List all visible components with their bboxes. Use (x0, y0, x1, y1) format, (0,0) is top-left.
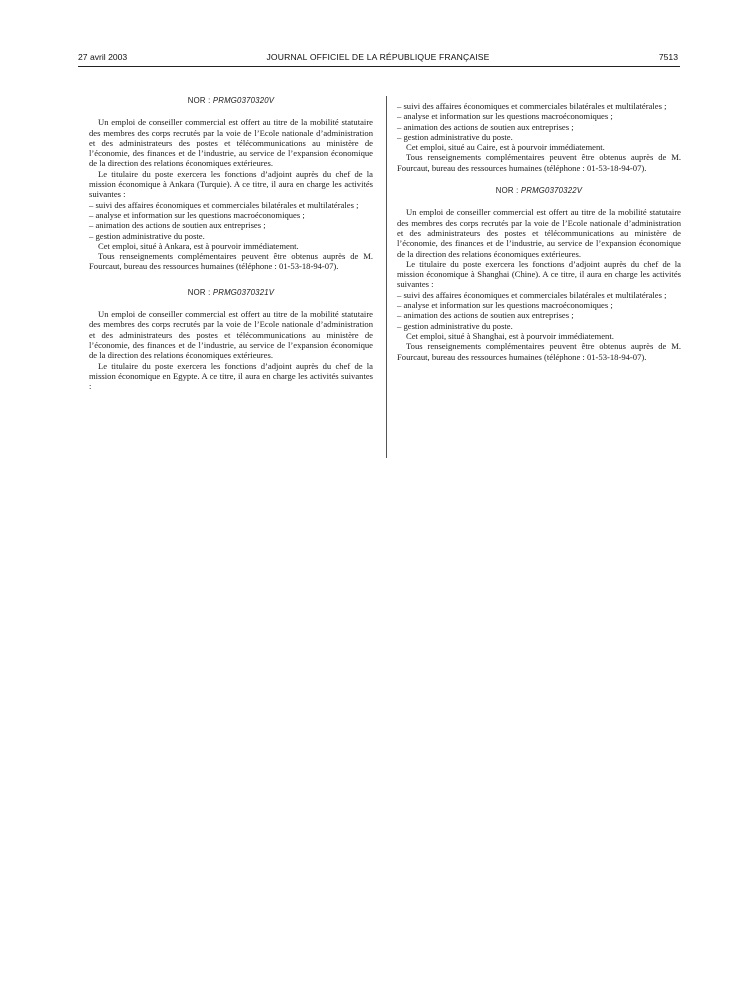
paragraph: Le titulaire du poste exercera les fonctions d’adjoint auprès du chef de la mission économique à Shanghai (Chine). A ce titre, il aura en charge les activités suivantes : (397, 258, 681, 290)
header-rule (78, 66, 680, 67)
nor-reference (89, 96, 373, 106)
paragraph: Le titulaire du poste exercera les fonctions d’adjoint auprès du chef de la mission économique à Ankara (Turquie). A ce titre, il aura en charge les activités suivantes : (89, 168, 373, 200)
left-column (89, 96, 373, 391)
paragraph: Un emploi de conseiller commercial est offert au titre de la mobilité statutaire des membres des corps recrutés par la voie de l’Ecole nationale d’administration et des administrateurs des postes et télécommunications au ministère de l’économie, des finances et de l’industrie, au service de l’expansion économique de la direction des relations économiques extérieures. (397, 207, 681, 259)
list-item: – gestion administrative du poste. (89, 231, 373, 241)
paragraph: Le titulaire du poste exercera les fonctions d’adjoint auprès du chef de la mission économique en Egypte. A ce titre, il aura en charge les activités suivantes : (89, 360, 373, 392)
nor-reference (89, 288, 373, 298)
paragraph: Cet emploi, situé à Ankara, est à pourvoir immédiatement. (98, 240, 299, 251)
right-column (397, 101, 681, 362)
issue-date: 27 avril 2003 (78, 52, 128, 62)
section-spacer (397, 173, 681, 186)
paragraph: Un emploi de conseiller commercial est offert au titre de la mobilité statutaire des membres des corps recrutés par la voie de l’Ecole nationale d’administration et des administrateurs des postes et télécommunications au ministère de l’économie, des finances et de l’industrie, au service de l’expansion économique de la direction des relations économiques extérieures. (89, 309, 373, 361)
section-spacer (89, 272, 373, 288)
list-item: – analyse et information sur les questions macroéconomiques ; (397, 300, 681, 310)
paragraph: Tous renseignements complémentaires peuvent être obtenus auprès de M. Fourcaut, bureau des ressources humaines (téléphone : 01-53-18-94-07). (397, 152, 681, 173)
nor-label: NOR : (187, 96, 211, 105)
nor-code: PRMG0370321V (212, 287, 275, 297)
paragraph: Tous renseignements complémentaires peuvent être obtenus auprès de M. Fourcaut, bureau des ressources humaines (téléphone : 01-53-18-94-07). (397, 341, 681, 362)
nor-label: NOR : (187, 287, 211, 297)
paragraph: Cet emploi, situé au Caire, est à pourvoir immédiatement. (406, 142, 605, 153)
journal-title: JOURNAL OFFICIEL DE LA RÉPUBLIQUE FRANÇAISE (266, 52, 490, 62)
nor-code: PRMG0370320V (212, 96, 275, 105)
list-item: – animation des actions de soutien aux entreprises ; (89, 220, 373, 230)
list-item: – animation des actions de soutien aux entreprises ; (397, 310, 681, 320)
list-item: – suivi des affaires économiques et commerciales bilatérales et multilatérales ; (397, 101, 681, 111)
nor-code: PRMG0370322V (520, 186, 583, 196)
nor-label: NOR : (495, 186, 519, 196)
activities-list (397, 101, 681, 142)
page-header (78, 52, 678, 66)
nor-reference (397, 186, 681, 196)
page-number: 7513 (658, 52, 678, 62)
activities-list (397, 290, 681, 331)
list-item: – animation des actions de soutien aux entreprises ; (397, 122, 681, 132)
activities-list (89, 200, 373, 241)
list-item: – suivi des affaires économiques et commerciales bilatérales et multilatérales ; (89, 200, 373, 210)
list-item: – gestion administrative du poste. (397, 132, 681, 142)
column-divider (386, 96, 387, 458)
paragraph: Cet emploi, situé à Shanghai, est à pourvoir immédiatement. (406, 330, 614, 341)
list-item: – analyse et information sur les questions macroéconomiques ; (397, 111, 681, 121)
list-item: – suivi des affaires économiques et commerciales bilatérales et multilatérales ; (397, 290, 681, 300)
list-item: – analyse et information sur les questions macroéconomiques ; (89, 210, 373, 220)
paragraph: Tous renseignements complémentaires peuvent être obtenus auprès de M. Fourcaut, bureau des ressources humaines (téléphone : 01-53-18-94-07). (89, 251, 373, 272)
paragraph: Un emploi de conseiller commercial est offert au titre de la mobilité statutaire des membres des corps recrutés par la voie de l’Ecole nationale d’administration et des administrateurs des postes et télécommunications au ministère de l’économie, des finances et de l’industrie, au service de l’expansion économique de la direction des relations économiques extérieures. (89, 117, 373, 169)
list-item: – gestion administrative du poste. (397, 321, 681, 331)
